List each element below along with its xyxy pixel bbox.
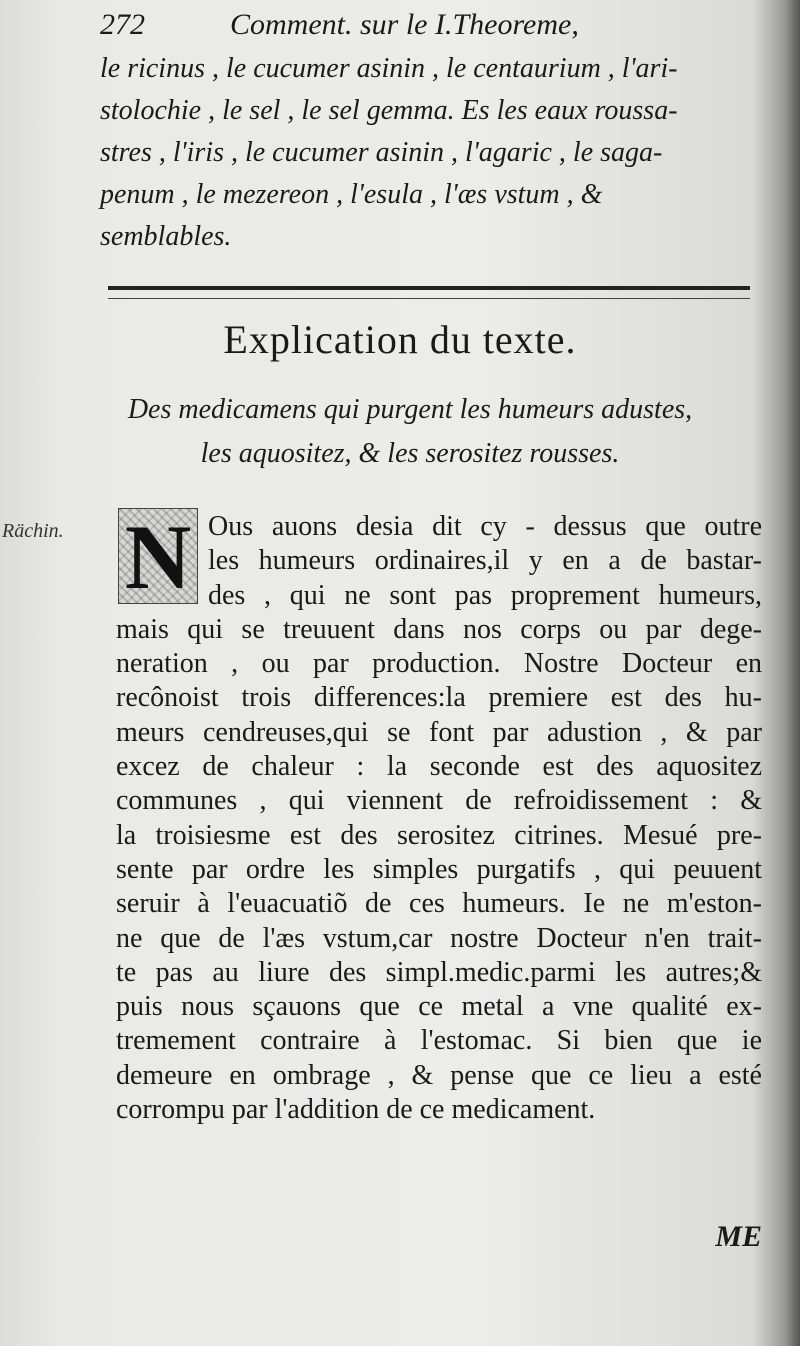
body-line: excez de chaleur : la seconde est des aquositez: [116, 751, 762, 783]
body-line: Ous auons desia dit cy - dessus que outre: [208, 511, 762, 542]
body-line: corrompu par l'addition de ce medicament.: [116, 1094, 596, 1126]
verse-line: penum , le mezereon , l'esula , l'æs vstum , &: [100, 179, 603, 210]
body-line: tremement contraire à l'estomac. Si bien que ie: [116, 1025, 762, 1057]
margin-note: Rächin.: [2, 520, 64, 542]
section-subtitle: [60, 388, 760, 476]
drop-cap-letter: N: [124, 506, 192, 608]
body-line: sente par ordre les simples purgatifs , qui peuuent: [116, 853, 762, 885]
verse-passage: [100, 48, 770, 258]
verse-line: le ricinus , le cucumer asinin , le centaurium , l'ari-: [100, 53, 678, 84]
body-line: puis nous sçauons que ce metal a vne qualité ex-: [116, 991, 762, 1023]
body-line: demeure en ombrage , & pense que ce lieu a esté: [116, 1059, 762, 1091]
verse-line: stres , l'iris , le cucumer asinin , l'agaric , le saga-: [100, 137, 663, 168]
verse-line: stolochie , le sel , le sel gemma. Es les eaux roussa-: [100, 95, 678, 126]
section-divider: [108, 286, 750, 299]
verse-line: semblables.: [100, 221, 232, 252]
page-header: [100, 8, 660, 48]
body-line: des , qui ne sont pas proprement humeurs,: [208, 579, 762, 611]
body-line: recônoist trois differences:la premiere est des hu-: [116, 682, 762, 714]
body-line: mais qui se treuuent dans nos corps ou par dege-: [116, 613, 762, 645]
body-text: [116, 506, 762, 1127]
subtitle-line: les aquositez, & les serositez rousses.: [200, 438, 620, 469]
body-line: communes , qui viennent de refroidissement : &: [116, 785, 762, 817]
body-line: te pas au liure des simpl.medic.parmi les autres;&: [116, 956, 762, 988]
body-line: ne que de l'æs vstum,car nostre Docteur n'en trait-: [116, 922, 762, 954]
body-line: neration , ou par production. Nostre Docteur en: [116, 648, 762, 680]
body-line: les humeurs ordinaires,il y en a de bastar-: [208, 545, 762, 577]
running-title: Comment. sur le I.Theoreme,: [230, 8, 579, 41]
catchword: ME: [715, 1220, 762, 1253]
body-line: seruir à l'euacuatiõ de ces humeurs. Ie ne m'eston-: [116, 888, 762, 920]
page-number: 272: [100, 8, 145, 41]
subtitle-line: Des medicamens qui purgent les humeurs adustes,: [127, 394, 693, 425]
section-title: Explication du texte.: [223, 317, 577, 362]
body-line: meurs cendreuses,qui se font par adustion , & par: [116, 716, 762, 748]
body-line: la troisiesme est des serositez citrines. Mesué pre-: [116, 819, 762, 851]
